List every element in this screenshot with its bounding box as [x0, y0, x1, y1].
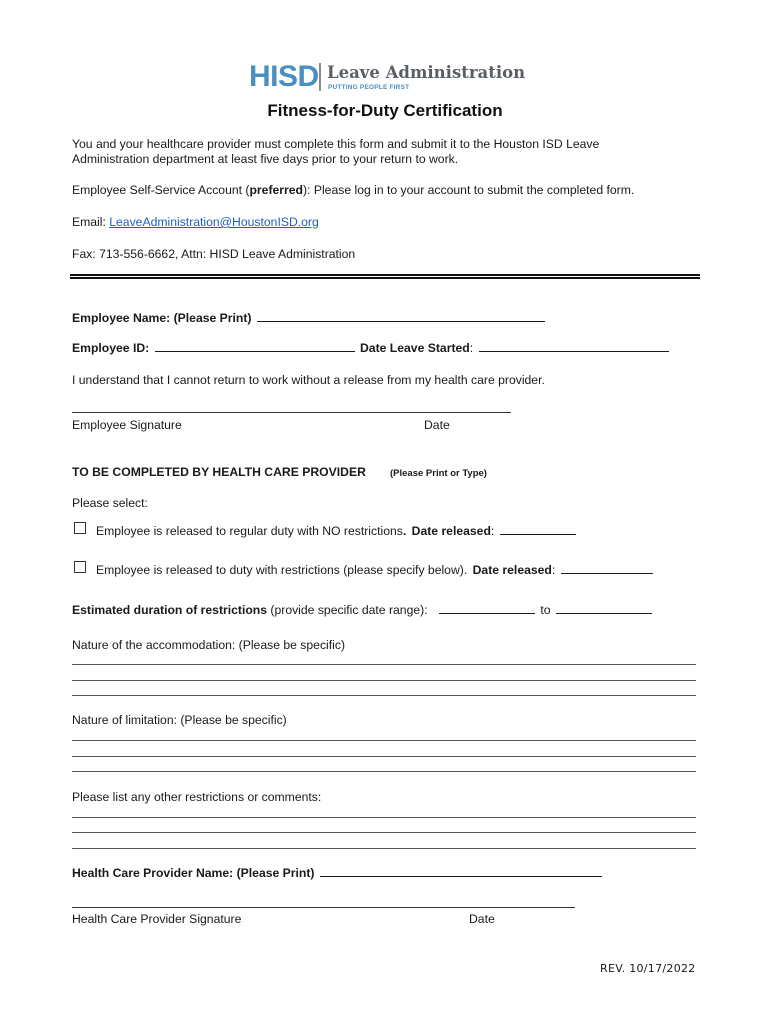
employee-name-label: Employee Name: (Please Print)	[72, 311, 252, 325]
option-regular-duty-row: Employee is released to regular duty with NO restrictions. Date released:	[96, 524, 576, 539]
other-restrictions-label: Please list any other restrictions or comments:	[72, 790, 322, 804]
provider-name-field[interactable]	[320, 866, 602, 877]
duration-start-field[interactable]	[439, 603, 535, 614]
date-released-label-1: Date released	[411, 524, 491, 538]
other-restrictions-line-1[interactable]	[72, 817, 696, 818]
estimated-duration-label: Estimated duration of restrictions	[72, 603, 268, 617]
intro-line-1: You and your healthcare provider must complete this form and submit it to the Houston ISD Leave	[72, 137, 600, 151]
accommodation-line-1[interactable]	[72, 664, 696, 665]
intro-line-2: Administration department at least five days prior to your return to work.	[72, 152, 459, 166]
logo-divider	[319, 63, 321, 91]
date-leave-started-field[interactable]	[479, 341, 669, 352]
date-released-field-2[interactable]	[561, 563, 653, 574]
option-restricted-duty-row: Employee is released to duty with restrictions (please specify below). Date released:	[96, 563, 653, 578]
revision-date: REV. 10/17/2022	[600, 962, 696, 975]
employee-signature-label: Employee Signature	[72, 418, 182, 432]
ess-prefix: Employee Self-Service Account (	[72, 183, 250, 197]
fax-line: Fax: 713-556-6662, Attn: HISD Leave Administration	[72, 247, 356, 261]
provider-section-heading: TO BE COMPLETED BY HEALTH CARE PROVIDER	[72, 465, 366, 479]
date-released-label-2: Date released	[472, 563, 552, 577]
email-label: Email:	[72, 215, 110, 229]
employee-id-field[interactable]	[155, 341, 355, 352]
email-line	[72, 215, 319, 230]
option-restricted-duty-label: Employee is released to duty with restrictions (please specify below).	[96, 563, 468, 577]
ess-preferred: preferred	[249, 183, 303, 197]
logo-hisd-text: HISD	[249, 60, 319, 93]
please-select-label: Please select:	[72, 496, 148, 510]
option-regular-duty-checkbox[interactable]	[74, 522, 86, 534]
provider-name-row	[72, 866, 602, 881]
accommodation-line-3[interactable]	[72, 695, 696, 696]
ess-suffix: ): Please log in to your account to submit the completed form.	[303, 183, 635, 197]
estimated-duration-row	[72, 603, 652, 618]
option-regular-duty-label: Employee is released to regular duty with NO restrictions	[96, 524, 403, 538]
hisd-logo	[249, 60, 524, 96]
employee-name-field[interactable]	[257, 311, 545, 322]
employee-id-label: Employee ID:	[72, 341, 150, 355]
employee-date-label: Date	[424, 418, 450, 432]
limitation-line-1[interactable]	[72, 740, 696, 741]
accommodation-line-2[interactable]	[72, 680, 696, 681]
logo-tagline: PUTTING PEOPLE FIRST	[328, 84, 410, 91]
other-restrictions-line-2[interactable]	[72, 832, 696, 833]
provider-signature-label: Health Care Provider Signature	[72, 912, 242, 926]
provider-name-label: Health Care Provider Name: (Please Print)	[72, 866, 315, 880]
email-link[interactable]: LeaveAdministration@HoustonISD.org	[109, 215, 319, 229]
date-leave-colon: :	[469, 341, 474, 355]
accommodation-label: Nature of the accommodation: (Please be specific)	[72, 638, 345, 652]
page-title: Fitness-for-Duty Certification	[267, 101, 503, 120]
duration-to-label: to	[540, 603, 551, 617]
provider-section-note: (Please Print or Type)	[390, 468, 487, 479]
provider-signature-field[interactable]	[72, 907, 575, 908]
option-restricted-duty-checkbox[interactable]	[74, 561, 86, 573]
date-leave-started-label: Date Leave Started	[360, 341, 470, 355]
employee-id-row	[72, 341, 669, 356]
estimated-duration-rest: (provide specific date range):	[267, 603, 428, 617]
employee-signature-field[interactable]	[72, 412, 511, 413]
limitation-label: Nature of limitation: (Please be specific)	[72, 713, 287, 727]
section-divider-bottom	[70, 277, 700, 279]
limitation-line-3[interactable]	[72, 771, 696, 772]
ess-instruction	[72, 183, 634, 198]
provider-date-label: Date	[469, 912, 495, 926]
employee-name-row	[72, 311, 545, 326]
duration-end-field[interactable]	[556, 603, 652, 614]
logo-leave-administration-text: Leave Administration	[327, 63, 526, 82]
understand-statement: I understand that I cannot return to work without a release from my health care provider.	[72, 373, 545, 387]
other-restrictions-line-3[interactable]	[72, 848, 696, 849]
limitation-line-2[interactable]	[72, 756, 696, 757]
date-released-field-1[interactable]	[500, 524, 576, 535]
section-divider-top	[70, 274, 700, 276]
